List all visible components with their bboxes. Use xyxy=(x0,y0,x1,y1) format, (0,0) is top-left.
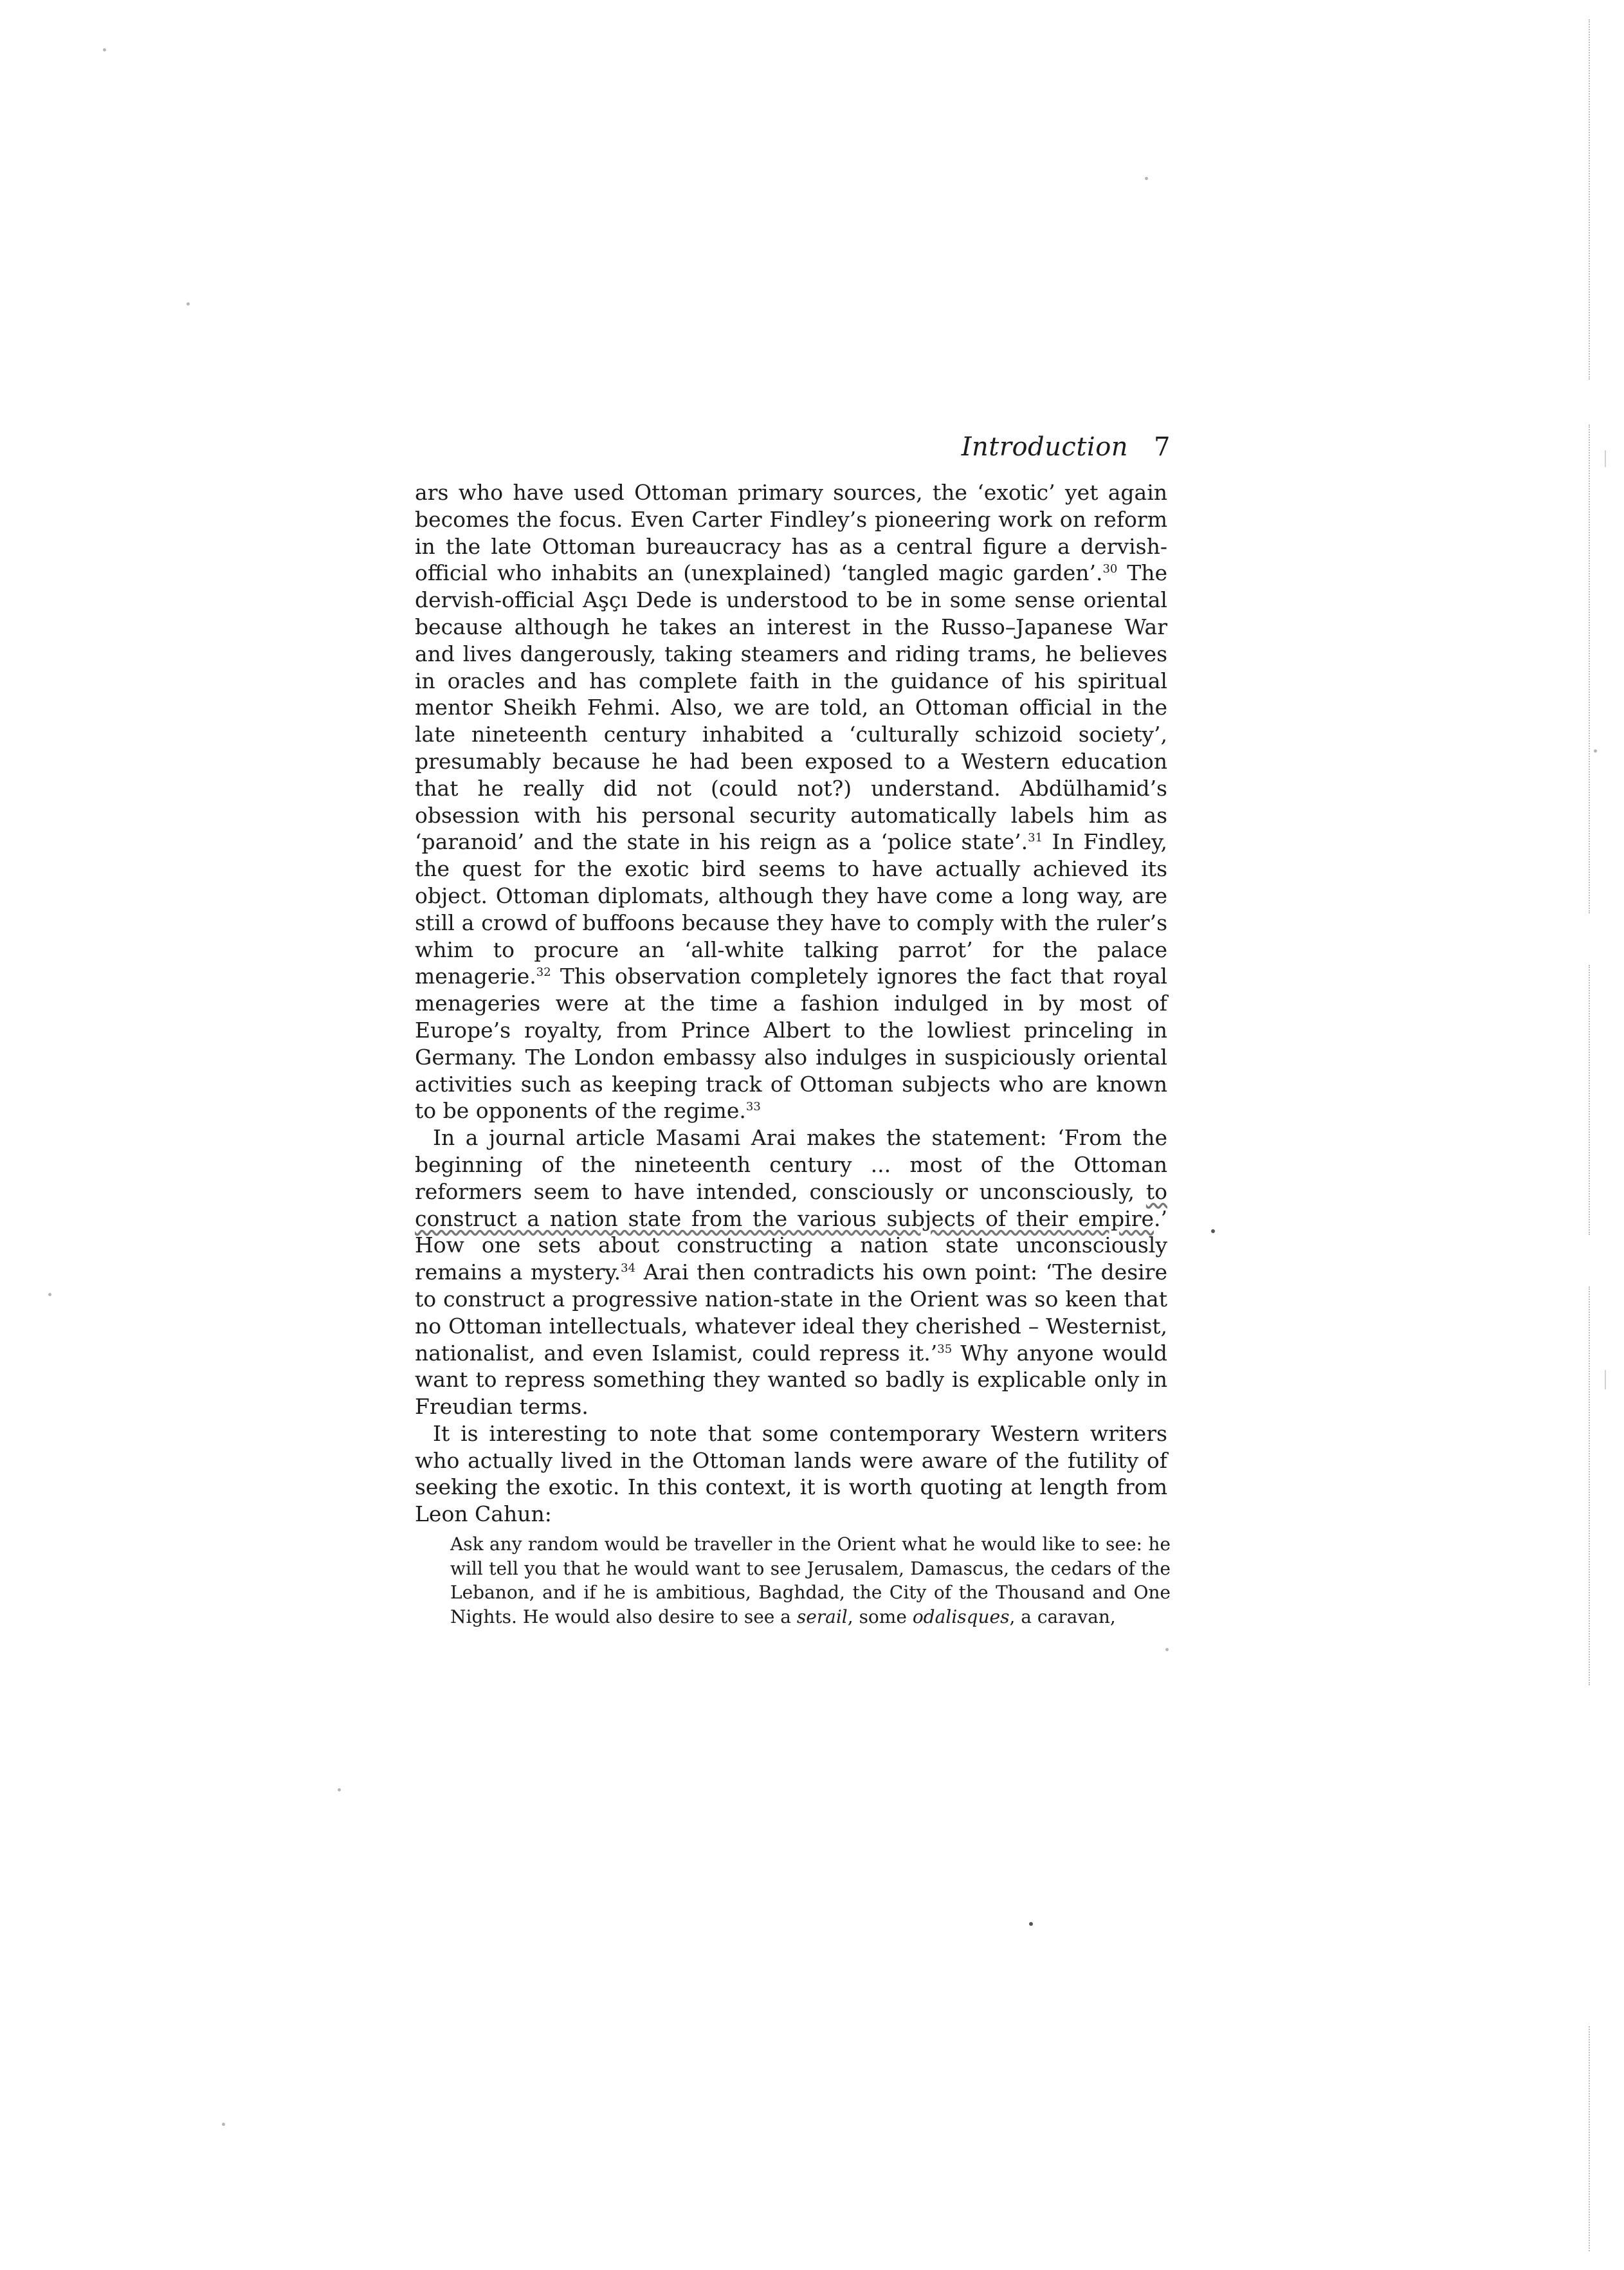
scan-speck xyxy=(1145,177,1148,180)
main-text xyxy=(415,479,1167,1528)
footnote-ref: 34 xyxy=(621,1261,636,1276)
running-head xyxy=(836,432,1171,462)
footnote-ref: 33 xyxy=(745,1100,761,1114)
scan-speck xyxy=(187,302,190,306)
text-run: Why anyone would want to repress something they wanted so badly is explicable only in Freudian terms. xyxy=(415,1340,1167,1420)
text-run: ars who have used Ottoman primary sources, the ‘exotic’ yet again becomes the focus. Even Carter Findley’s pioneering work on reform in the late Ottoman bureaucracy has as a central figure a dervish-official who inhabits an (unexplained) ‘tangled magic garden’. xyxy=(415,480,1167,586)
paragraph-1 xyxy=(415,479,1167,1124)
footnote-ref: 35 xyxy=(937,1342,953,1356)
text-run: .’ How one sets about constructing a nation state unconsciously remains a mystery. xyxy=(415,1205,1167,1285)
scan-mark xyxy=(1605,1370,1606,1389)
underlined-phrase: to construct a nation state from the various subjects of their empire xyxy=(415,1178,1167,1231)
scan-speck xyxy=(222,2123,225,2126)
text-run: , a caravan, xyxy=(1009,1606,1116,1627)
scan-mark xyxy=(1605,450,1606,467)
scan-edge-dots xyxy=(1589,2026,1590,2251)
text-run: The dervish-official Aşçı Dede is understood to be in some sense oriental because although he takes an interest in the Russo–Japanese War and lives dangerously, taking steamers and riding trams, he believes in oracles and has complete faith in the guidance of his spiritual mentor Sheikh Fehmi. Also, we are told, an Ottoman official in the late nineteenth century inhabited a ‘culturally schizoid society’, presumably because he had been exposed to a Western education that he really did not (could not?) understand. Abdülhamid’s obsession with his personal security automatically labels him as ‘paranoid’ and the state in his reign as a ‘police state’. xyxy=(415,560,1167,855)
italic-term: odalisques xyxy=(912,1606,1010,1627)
footnote-ref: 31 xyxy=(1028,831,1043,845)
text-run: In Findley, the quest for the exotic bird seems to have actually achieved its object. Ottoman diplomats, although they have come a long way, are still a crowd of buffoons because they have to comply with the ruler’s whim to procure an ‘all-white talking parrot’ for the palace menagerie. xyxy=(415,829,1167,989)
text-run: Arai then contradicts his own point: ‘The desire to construct a progressive nation-state in the Orient was so keen that no Ottoman intellectuals, whatever ideal they cherished – Westernist, nationalist, and even Islamist, could repress it.’ xyxy=(415,1259,1167,1366)
scan-speck xyxy=(103,48,106,51)
page-number: 7 xyxy=(1154,432,1171,462)
text-run: Ask any random would be traveller in the Orient what he would like to see: he will tell you that he would want to see Jerusalem, Damascus, the cedars of the Lebanon, and if he is ambitious, Baghdad, the City of the Thousand and One Nights. He would also desire to see a xyxy=(450,1533,1171,1627)
paragraph-2 xyxy=(415,1124,1167,1420)
scan-speck xyxy=(1029,1922,1033,1926)
footnote-ref: 32 xyxy=(536,966,551,980)
scan-speck xyxy=(1594,749,1597,753)
scan-speck xyxy=(48,1293,51,1296)
text-run: This observation completely ignores the fact that royal menageries were at the time a fashion indulged in by most of Europe’s royalty, from Prince Albert to the lowliest princeling in Germany. The London embassy also indulges in suspiciously oriental activities such as keeping track of Ottoman subjects who are known to be opponents of the regime. xyxy=(415,964,1167,1124)
italic-term: serail xyxy=(796,1606,848,1627)
paragraph-3: It is interesting to note that some contemporary Western writers who actually lived in the Ottoman lands were aware of the futility of seeking the exotic. In this context, it is worth quoting at length from Leon Cahun: xyxy=(415,1420,1167,1527)
scan-edge-dots xyxy=(1589,19,1590,380)
scan-speck xyxy=(338,1788,341,1791)
scan-edge-dots xyxy=(1589,1286,1590,1685)
block-quote xyxy=(450,1532,1171,1629)
scan-edge-dots xyxy=(1589,965,1590,1235)
text-run: In a journal article Masami Arai makes the statement: ‘From the beginning of the nineteenth century ... most of the Ottoman reformers seem to have intended, consciously or unconsciously, xyxy=(415,1125,1167,1204)
scan-speck xyxy=(1211,1229,1215,1233)
scan-edge-dots xyxy=(1589,425,1590,913)
footnote-ref: 30 xyxy=(1102,562,1118,576)
running-title: Introduction xyxy=(961,432,1129,462)
text-run: , some xyxy=(847,1606,913,1627)
scan-speck xyxy=(1165,1648,1169,1651)
